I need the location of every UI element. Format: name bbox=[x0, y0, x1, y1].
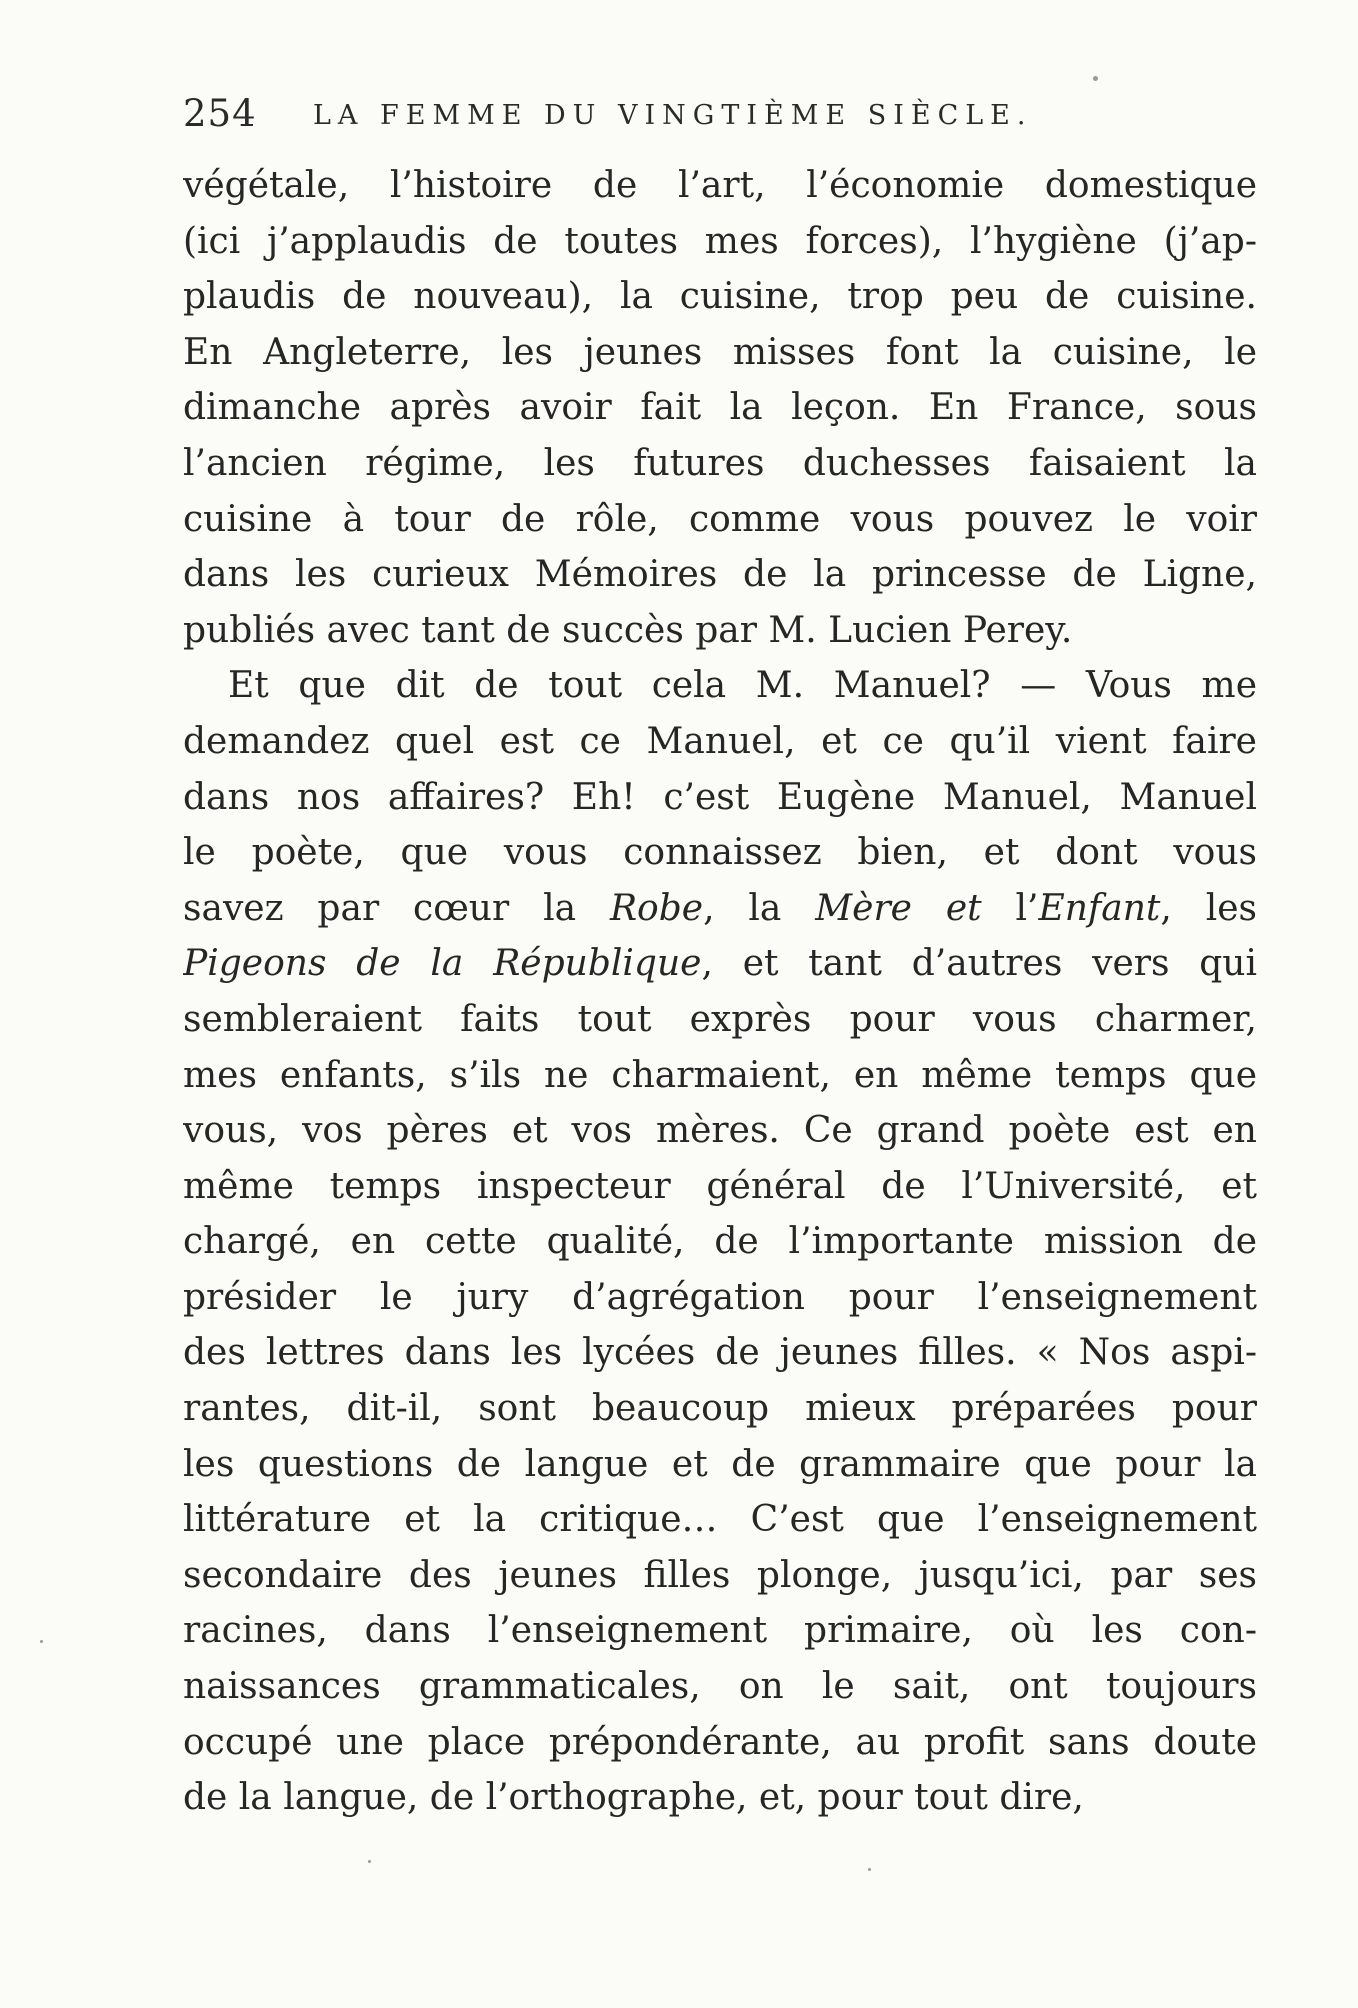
paper-speck bbox=[40, 1640, 43, 1643]
italic-title: Mère et bbox=[815, 887, 982, 929]
text-line: publiés avec tant de succès par M. Lucien Perey. bbox=[183, 609, 1073, 651]
text-line: secondaire des jeunes filles plonge, jusqu’ici, par ses bbox=[183, 1554, 1257, 1596]
text-line: naissances grammaticales, on le sait, ont toujours bbox=[183, 1666, 1257, 1708]
text-line: racines, dans l’enseignement primaire, où les con- bbox=[183, 1610, 1257, 1652]
text-line: les questions de langue et de grammaire que pour la bbox=[183, 1443, 1257, 1485]
text-line: Et que dit de tout cela M. Manuel? — Vous me bbox=[228, 665, 1257, 707]
text-run: , la bbox=[703, 887, 816, 929]
text-line: plaudis de nouveau), la cuisine, trop peu de cuisine. bbox=[183, 276, 1257, 318]
italic-title: Enfant bbox=[1038, 887, 1161, 929]
text-line: dans les curieux Mémoires de la princesse de Ligne, bbox=[183, 554, 1257, 596]
text-line: végétale, l’histoire de l’art, l’économie domestique bbox=[183, 165, 1257, 206]
text-run: , les bbox=[1160, 887, 1257, 929]
text-line: littérature et la critique… C’est que l’enseignement bbox=[183, 1499, 1257, 1541]
text-line: présider le jury d’agrégation pour l’enseignement bbox=[183, 1276, 1257, 1318]
text-line: l’ancien régime, les futures duchesses faisaient la bbox=[183, 442, 1257, 484]
italic-title: Robe bbox=[609, 887, 704, 929]
text-line bbox=[183, 881, 1257, 937]
text-line: sembleraient faits tout exprès pour vous charmer, bbox=[183, 998, 1257, 1040]
paper-speck bbox=[368, 1860, 371, 1863]
running-title: LA FEMME DU VINGTIÈME SIÈCLE. bbox=[313, 100, 1033, 131]
text-run: l’ bbox=[981, 887, 1039, 929]
text-line: des lettres dans les lycées de jeunes filles. « Nos aspi- bbox=[183, 1332, 1257, 1374]
text-line: de la langue, de l’orthographe, et, pour tout dire, bbox=[183, 1777, 1084, 1819]
paper-speck bbox=[1093, 76, 1098, 81]
text-line: demandez quel est ce Manuel, et ce qu’il vient faire bbox=[183, 720, 1257, 762]
running-header bbox=[183, 92, 1263, 142]
text-line: occupé une place prépondérante, au profit sans doute bbox=[183, 1721, 1257, 1763]
text-line: le poète, que vous connaissez bien, et dont vous bbox=[183, 832, 1257, 874]
page-number: 254 bbox=[183, 92, 257, 135]
text-line: vous, vos pères et vos mères. Ce grand poète est en bbox=[183, 1110, 1257, 1152]
italic-title: Pigeons de la République bbox=[183, 943, 702, 985]
body-text bbox=[183, 158, 1257, 1826]
paper-speck bbox=[868, 1868, 871, 1871]
text-run: savez par cœur la bbox=[183, 887, 610, 929]
text-line: même temps inspecteur général de l’Université, et bbox=[183, 1165, 1257, 1207]
text-line: dans nos affaires? Eh! c’est Eugène Manuel, Manuel bbox=[183, 776, 1257, 818]
text-line: mes enfants, s’ils ne charmaient, en même temps que bbox=[183, 1054, 1257, 1096]
text-line: (ici j’applaudis de toutes mes forces), l’hygiène (j’ap- bbox=[183, 220, 1257, 262]
text-line: dimanche après avoir fait la leçon. En France, sous bbox=[183, 387, 1257, 429]
text-line bbox=[183, 936, 1257, 992]
text-line: cuisine à tour de rôle, comme vous pouvez le voir bbox=[183, 498, 1257, 540]
text-line: En Angleterre, les jeunes misses font la cuisine, le bbox=[183, 331, 1257, 373]
text-line: chargé, en cette qualité, de l’importante mission de bbox=[183, 1221, 1257, 1263]
text-run: , et tant d’autres vers qui bbox=[701, 943, 1257, 985]
text-line: rantes, dit-il, sont beaucoup mieux préparées pour bbox=[183, 1388, 1257, 1430]
